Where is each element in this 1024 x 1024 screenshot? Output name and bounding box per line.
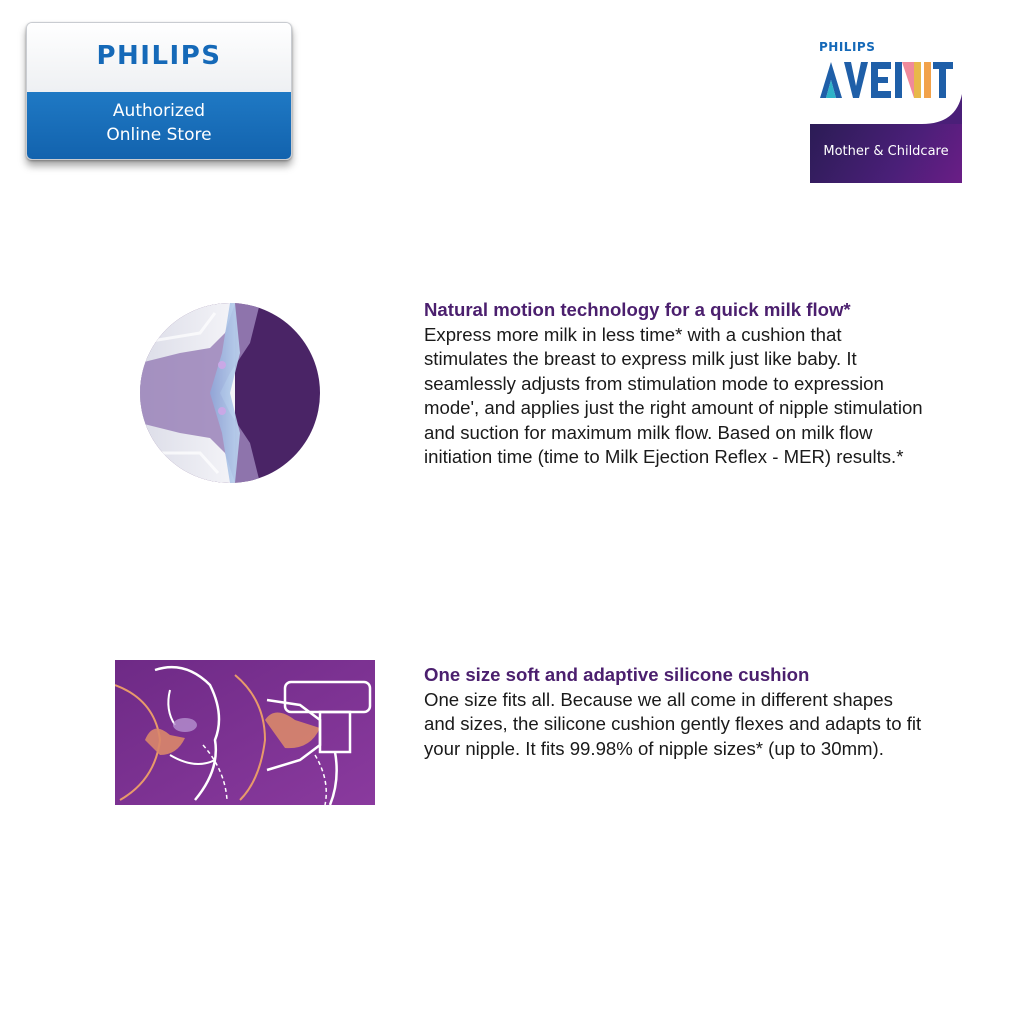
- feature-silicone-cushion: [424, 663, 924, 761]
- feature-body: Express more milk in less time* with a cushion that stimulates the breast to express milk just like baby. It seamlessly adjusts from stimulation mode to expression mode', and applies just the right amount of nipple stimulation and suction for maximum milk flow. Based on milk flow initiation time (time to Milk Ejection Reflex - MER) results.*: [424, 323, 923, 467]
- philips-authorized-store-badge: [26, 22, 292, 160]
- feature-body: One size fits all. Because we all come in different shapes and sizes, the silicone cushion gently flexes and adapts to fit your nipple. It fits 99.98% of nipple sizes* (up to 30mm).: [424, 688, 922, 759]
- breast-pump-cushion-closeup-icon: [140, 303, 320, 483]
- badge-line-authorized: Authorized: [112, 101, 206, 121]
- avent-panel-curve: [922, 94, 962, 124]
- badge-brand: PHILIPS: [96, 41, 222, 71]
- feature-natural-motion: [424, 298, 924, 470]
- avent-tagline-panel: [810, 124, 962, 183]
- feature-title: One size soft and adaptive silicone cushion: [424, 664, 810, 685]
- baby-feeding-vs-pump-diagram-icon: [115, 660, 375, 805]
- feature-title: Natural motion technology for a quick milk flow*: [424, 299, 851, 320]
- avent-philips-label: PHILIPS: [819, 40, 876, 54]
- avent-tagline: Mother & Childcare: [823, 144, 949, 159]
- philips-avent-logo: [810, 38, 962, 183]
- badge-line-online-store: Online Store: [106, 125, 212, 145]
